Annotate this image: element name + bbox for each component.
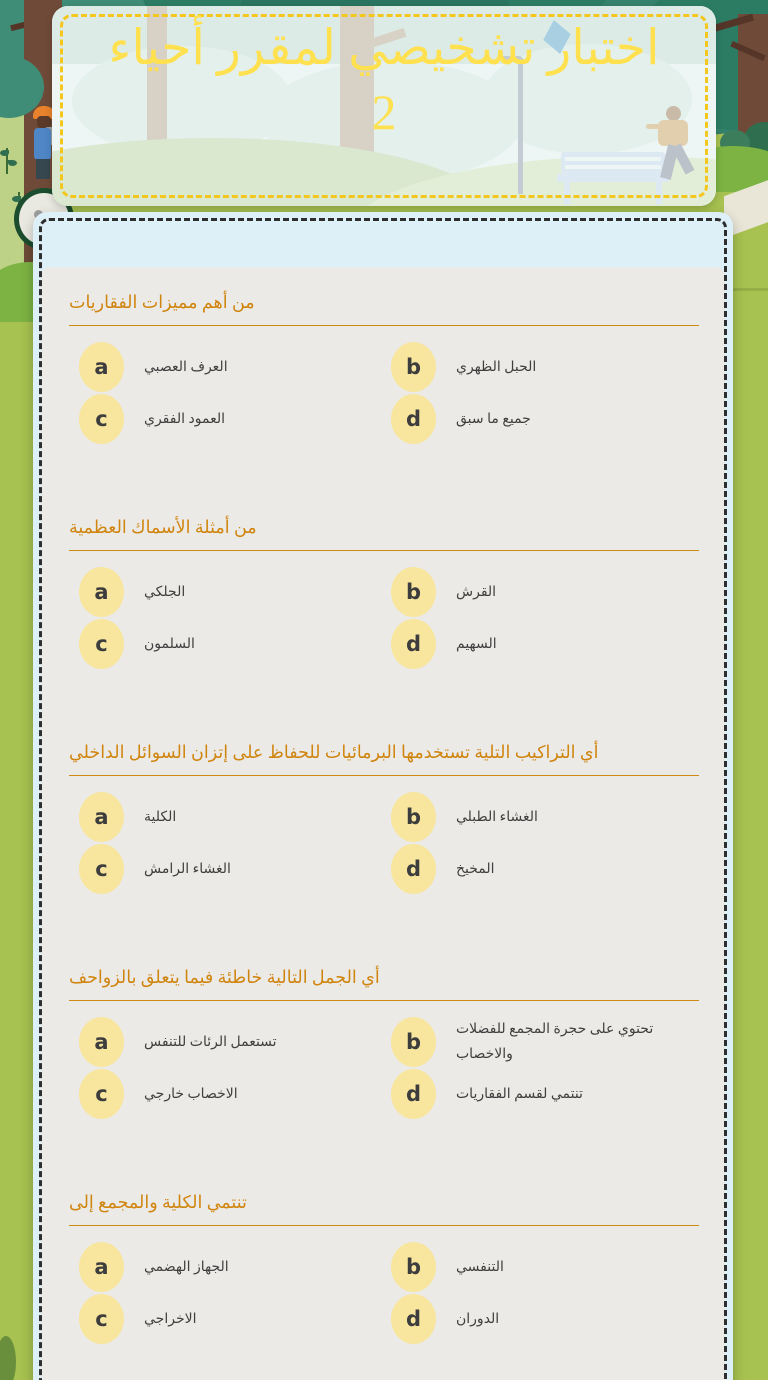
boy-illustration <box>34 128 51 160</box>
option-text: تحتوي على حجرة المجمع للفضلات والاخصاب <box>456 1022 654 1062</box>
questions-list <box>41 267 725 1380</box>
option-letter-badge[interactable]: a <box>79 1017 124 1067</box>
plant-illustration <box>0 150 9 156</box>
option-text: العمود الفقري <box>144 411 225 427</box>
option-text: الاخراجي <box>144 1311 197 1327</box>
option-letter-badge[interactable]: c <box>79 394 124 444</box>
answer-option-d[interactable] <box>391 1069 699 1119</box>
option-text: العرف العصبي <box>144 359 228 375</box>
option-text: السهيم <box>456 636 497 652</box>
option-letter-badge[interactable]: b <box>391 342 436 392</box>
question-title: تنتمي الكلية والمجمع إلى <box>69 1192 247 1212</box>
option-letter-badge[interactable]: a <box>79 1242 124 1292</box>
answer-option-d[interactable] <box>391 844 699 894</box>
answer-option-b[interactable] <box>391 567 699 617</box>
page-title-number: 2 <box>371 84 397 140</box>
answer-option-a[interactable] <box>79 1017 391 1067</box>
options-grid <box>69 342 699 444</box>
answer-option-b[interactable] <box>391 1017 699 1067</box>
option-text: الجهاز الهضمي <box>144 1259 229 1275</box>
question-block-3 <box>69 741 699 894</box>
option-text: الغشاء الرامش <box>144 861 231 877</box>
answer-option-d[interactable] <box>391 1294 699 1344</box>
question-title: أي الجمل التالية خاطئة فيما يتعلق بالزواحف <box>69 967 380 987</box>
options-grid <box>69 792 699 894</box>
answer-option-c[interactable] <box>79 1069 391 1119</box>
option-letter-badge[interactable]: c <box>79 844 124 894</box>
option-text: القرش <box>456 584 497 600</box>
option-text: تنتمي لقسم الفقاريات <box>456 1086 583 1102</box>
option-text: الدوران <box>456 1311 500 1327</box>
option-text: الغشاء الطبلي <box>456 809 538 825</box>
question-title: من أمثلة الأسماك العظمية <box>69 517 257 537</box>
option-letter-badge[interactable]: c <box>79 1069 124 1119</box>
answer-option-c[interactable] <box>79 394 391 444</box>
options-grid <box>69 1242 699 1344</box>
plant-illustration <box>8 160 17 166</box>
bush-illustration <box>0 1336 16 1380</box>
option-letter-badge[interactable]: a <box>79 567 124 617</box>
answer-option-d[interactable] <box>391 394 699 444</box>
option-letter-badge[interactable]: d <box>391 844 436 894</box>
options-grid <box>69 567 699 669</box>
option-letter-badge[interactable]: b <box>391 1242 436 1292</box>
option-letter-badge[interactable]: c <box>79 619 124 669</box>
question-underline <box>69 550 699 551</box>
worksheet-body-card <box>33 212 733 1380</box>
option-text: التنفسي <box>456 1259 504 1275</box>
option-letter-badge[interactable]: d <box>391 619 436 669</box>
option-text: جميع ما سبق <box>456 411 531 427</box>
answer-option-a[interactable] <box>79 567 391 617</box>
option-letter-badge[interactable]: a <box>79 342 124 392</box>
page-title <box>52 16 716 144</box>
question-block-2 <box>69 516 699 669</box>
question-block-4 <box>69 966 699 1119</box>
option-text: الاخصاب خارجي <box>144 1086 238 1102</box>
question-underline <box>69 1000 699 1001</box>
option-text: الحبل الظهري <box>456 359 537 375</box>
page-title-text: اختبار تشخيصي لمقرر أحياء <box>108 20 660 75</box>
question-underline <box>69 775 699 776</box>
answer-option-a[interactable] <box>79 1242 391 1292</box>
title-card <box>52 6 716 206</box>
answer-option-c[interactable] <box>79 1294 391 1344</box>
option-letter-badge[interactable]: b <box>391 567 436 617</box>
answer-option-b[interactable] <box>391 342 699 392</box>
option-letter-badge[interactable]: b <box>391 792 436 842</box>
option-text: السلمون <box>144 636 195 652</box>
option-text: الكلية <box>144 809 177 825</box>
option-letter-badge[interactable]: a <box>79 792 124 842</box>
question-underline <box>69 325 699 326</box>
option-letter-badge[interactable]: d <box>391 1294 436 1344</box>
question-block-5 <box>69 1191 699 1344</box>
answer-option-a[interactable] <box>79 792 391 842</box>
option-text: الجلكي <box>144 584 186 600</box>
option-letter-badge[interactable]: b <box>391 1017 436 1067</box>
field-line-illustration <box>733 288 768 291</box>
question-underline <box>69 1225 699 1226</box>
answer-option-c[interactable] <box>79 844 391 894</box>
option-letter-badge[interactable]: d <box>391 394 436 444</box>
boy-illustration <box>36 159 50 179</box>
answer-option-d[interactable] <box>391 619 699 669</box>
answer-option-b[interactable] <box>391 1242 699 1292</box>
question-title: من أهم مميزات الفقاريات <box>69 292 255 312</box>
option-text: المخيخ <box>456 861 495 877</box>
answer-option-c[interactable] <box>79 619 391 669</box>
option-text: تستعمل الرئات للتنفس <box>144 1034 277 1050</box>
answer-option-a[interactable] <box>79 342 391 392</box>
question-block-1 <box>69 291 699 444</box>
answer-option-b[interactable] <box>391 792 699 842</box>
option-letter-badge[interactable]: d <box>391 1069 436 1119</box>
options-grid <box>69 1017 699 1119</box>
option-letter-badge[interactable]: c <box>79 1294 124 1344</box>
question-title: أي التراكيب التلية تستخدمها البرمائيات للحفاظ على إتزان السوائل الداخلي <box>69 742 599 762</box>
